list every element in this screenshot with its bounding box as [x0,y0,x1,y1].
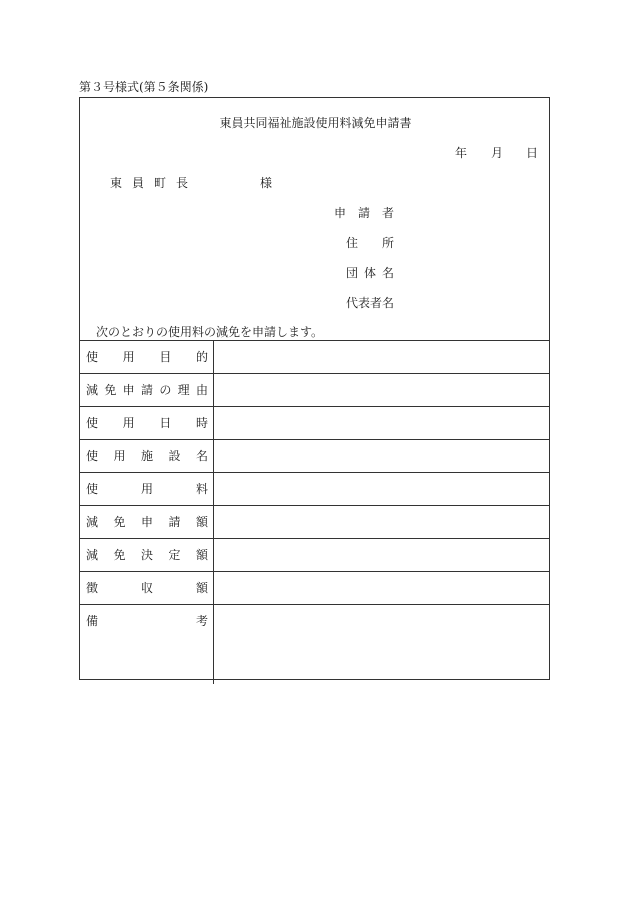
row-label-char: 決 [140,548,153,562]
table-row [80,406,549,439]
representative-label: 代表者名 [346,296,395,310]
row-label-char: 的 [195,350,208,364]
date-month-label: 月 [491,146,504,160]
table-row [80,538,549,571]
reduction-reason-entry-cell[interactable] [213,374,549,406]
row-label-char: 免 [104,383,117,397]
row-label-char: 徴 [86,581,99,595]
row-label-char: 施 [140,449,153,463]
row-label-char: 定 [168,548,181,562]
table-row [80,571,549,604]
row-label-char: 免 [113,515,126,529]
address-label-char: 住 [346,236,359,250]
row-label-char: 額 [195,515,208,529]
row-label-char: 用 [122,416,135,430]
row-label-char: 名 [195,449,208,463]
row-label [86,506,208,539]
addressee-char: 東 [110,176,123,190]
row-label-char: 使 [86,416,99,430]
row-label-char: 減 [86,383,99,397]
row-label-char: 額 [195,548,208,562]
row-label [86,473,208,506]
row-label-char: 考 [195,614,208,628]
request-statement: 次のとおりの使用料の減免を申請します。 [96,325,324,339]
row-label-char: 用 [113,449,126,463]
row-label [86,407,208,440]
organization-label-char: 団 [346,266,359,280]
row-label [86,572,208,605]
row-label-char: 減 [86,515,99,529]
usage-fee-entry-cell[interactable] [213,473,549,505]
table-row [80,439,549,472]
table-row [80,472,549,505]
application-form-frame [79,97,550,680]
purpose-entry-cell[interactable] [213,341,549,373]
address-label-char: 所 [382,236,395,250]
date-year-label: 年 [455,146,468,160]
row-label-char: 収 [140,581,153,595]
table-row [80,505,549,538]
remarks-entry-cell[interactable] [213,605,549,684]
organization-label-char: 体 [364,266,377,280]
row-label [86,539,208,572]
form-number-label: 第３号様式(第５条関係) [79,80,209,94]
table-row [80,373,549,406]
row-label-char: 備 [86,614,99,628]
addressee-char: 員 [132,176,145,190]
usage-datetime-entry-cell[interactable] [213,407,549,439]
row-label-char: 設 [168,449,181,463]
table-row [80,604,549,684]
row-label-char: 由 [195,383,208,397]
row-label-char: 請 [168,515,181,529]
row-label-char: 減 [86,548,99,562]
row-label-char: 申 [122,383,135,397]
row-label-char: 免 [113,548,126,562]
row-label-char: 理 [177,383,190,397]
row-label-char: 時 [195,416,208,430]
row-label [86,440,208,473]
date-day-label: 日 [526,146,539,160]
row-label-char: 日 [159,416,172,430]
addressee-char: 町 [154,176,167,190]
organization-label-char: 名 [382,266,395,280]
requested-reduction-entry-cell[interactable] [213,506,549,538]
row-label-char: 申 [140,515,153,529]
row-label-char: の [159,383,172,397]
facility-name-entry-cell[interactable] [213,440,549,472]
applicant-label-char: 請 [358,206,371,220]
collected-amount-entry-cell[interactable] [213,572,549,604]
row-label-char: 用 [140,482,153,496]
row-label [86,605,208,637]
row-label-char: 料 [195,482,208,496]
row-label [86,374,208,407]
row-label-char: 使 [86,350,99,364]
applicant-label-char: 申 [334,206,347,220]
applicant-label-char: 者 [382,206,395,220]
row-label-char: 請 [140,383,153,397]
decided-reduction-entry-cell[interactable] [213,539,549,571]
details-table [80,340,549,684]
row-label-char: 目 [159,350,172,364]
row-label-char: 使 [86,482,99,496]
form-title: 東員共同福祉施設使用料減免申請書 [219,116,412,130]
row-label-char: 用 [122,350,135,364]
row-label [86,341,208,374]
table-row [80,340,549,373]
addressee-honorific: 様 [260,176,273,190]
addressee-char: 長 [176,176,189,190]
row-label-char: 使 [86,449,99,463]
row-label-char: 額 [195,581,208,595]
